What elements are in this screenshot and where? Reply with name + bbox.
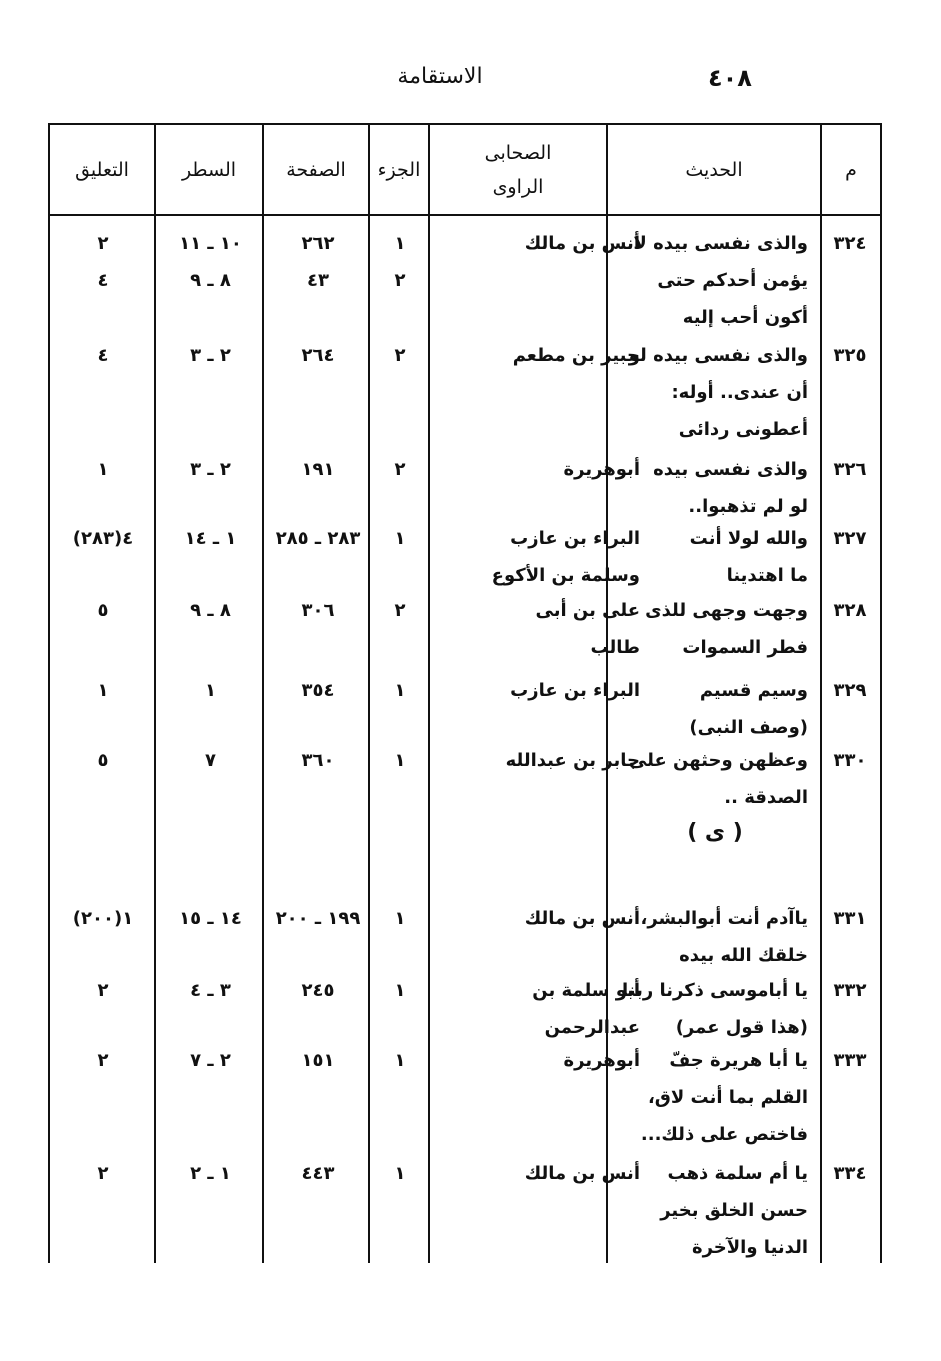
volume <box>372 900 428 937</box>
volume <box>372 672 428 709</box>
hadith-text-line: ياآدم أنت أبوالبشر، <box>640 908 808 929</box>
line-ref <box>158 592 263 629</box>
hadith-text <box>622 972 808 1046</box>
volume-line: ١ <box>394 1050 406 1071</box>
page-ref-line: ٢٨٣ ـ ٢٨٥ <box>275 528 361 549</box>
volume-line: ٢ <box>394 600 406 621</box>
page-ref-line: ٢٤٥ <box>301 980 335 1001</box>
row-number <box>822 1042 878 1079</box>
line-ref-line: ٢ ـ ٣ <box>190 459 231 480</box>
page-ref <box>266 900 370 937</box>
narrator-line: البراء بن عازب <box>510 680 640 701</box>
line-ref <box>158 972 263 1009</box>
header-num: م <box>845 158 857 181</box>
volume <box>372 451 428 488</box>
line-ref-line: ٨ ـ ٩ <box>190 600 231 621</box>
line-ref-line: ١٠ ـ ١١ <box>179 233 242 254</box>
page-ref <box>266 337 370 374</box>
commentary-ref <box>52 520 154 557</box>
commentary-ref-line: ٤ <box>97 270 109 291</box>
page-ref-line: ١٥١ <box>301 1050 335 1071</box>
header-rawi: الصحابى الراوى <box>484 141 552 198</box>
narrator-line: جابر بن عبدالله <box>505 750 640 771</box>
line-ref-line: ٧ <box>205 750 216 771</box>
volume <box>372 1042 428 1079</box>
narrator-line: أنس بن مالك <box>524 1163 640 1184</box>
narrator <box>495 742 640 779</box>
narrator-line: أنس بن مالك <box>524 908 640 929</box>
narrator <box>495 672 640 709</box>
hadith-text <box>640 1042 808 1153</box>
hadith-text-line: والذى نفسى بيده <box>653 459 808 480</box>
commentary-ref <box>52 672 154 709</box>
volume-line: ١ <box>394 680 406 701</box>
line-ref-line: ٨ ـ ٩ <box>190 270 231 291</box>
hadith-text-line: أكون أحب إليه <box>682 307 808 328</box>
commentary-ref <box>52 972 154 1009</box>
page-ref-line: ٣٠٦ <box>301 600 335 621</box>
page-ref-line: ٣٥٤ <box>301 680 335 701</box>
line-ref <box>158 225 263 299</box>
hadith-text-line: ما اهتدينا <box>726 565 808 586</box>
hadith-text <box>640 900 808 974</box>
hadith-text-line: الصدقة .. <box>724 787 808 808</box>
row-number <box>822 451 878 488</box>
hadith-text-line: وجهت وجهى للذى <box>645 600 808 621</box>
hadith-text-line: حسن الخلق بخير <box>660 1200 808 1221</box>
line-ref-line: ٢ ـ ٣ <box>190 345 231 366</box>
line-ref-line: ٢ ـ ٧ <box>190 1050 231 1071</box>
hadith-text-line: وسيم قسيم <box>699 680 808 701</box>
page-ref <box>266 520 370 557</box>
page-ref <box>266 972 370 1009</box>
narrator <box>495 1042 640 1079</box>
page-ref-line: ٢٦٤ <box>301 345 335 366</box>
page-ref-line: ٣٦٠ <box>301 750 335 771</box>
row-number-line: ٣٢٥ <box>833 345 867 366</box>
hadith-text-line: والذى نفسى بيده لو <box>628 345 808 366</box>
commentary-ref-line: ٤ <box>97 345 109 366</box>
volume <box>372 1155 428 1192</box>
row-number-line: ٣٣٣ <box>833 1050 867 1071</box>
hadith-text-line: يا أبا هريرة جفّ <box>669 1050 808 1071</box>
hadith-text <box>662 1155 808 1266</box>
volume <box>372 337 428 374</box>
page-ref-line: ٢٦٢ <box>301 233 335 254</box>
volume-line: ١ <box>394 980 406 1001</box>
page-ref <box>266 451 370 488</box>
volume <box>372 592 428 629</box>
volume-line: ١ <box>394 233 406 254</box>
page-ref <box>266 672 370 709</box>
line-ref-line: ١ ـ ٢ <box>190 1163 231 1184</box>
commentary-ref-line: ١ <box>97 680 109 701</box>
line-ref <box>158 1155 263 1192</box>
narrator-line: طالب <box>590 637 640 658</box>
hadith-text <box>662 672 808 746</box>
narrator-line: جبير بن مطعم <box>512 345 640 366</box>
row-number <box>822 225 878 262</box>
narrator-line: وسلمة بن الأكوع <box>491 565 640 586</box>
page-ref <box>266 1155 370 1192</box>
header-note: التعليق <box>75 158 129 181</box>
row-number <box>822 742 878 779</box>
header-rule <box>50 214 880 216</box>
volume-line: ٢ <box>394 270 406 291</box>
hadith-text-line: يا أباموسى ذكرنا ربنا <box>622 980 808 1001</box>
hadith-text-line: (هذا قول عمر) <box>675 1017 808 1038</box>
hadith-text-line: الدنيا والآخرة <box>691 1237 808 1258</box>
page-ref <box>266 225 370 299</box>
page-ref <box>266 1042 370 1079</box>
hadith-text <box>645 592 808 666</box>
narrator <box>495 1155 640 1192</box>
page-ref-line: ١٩١ <box>301 459 335 480</box>
narrator <box>495 337 640 374</box>
volume-line: ١ <box>394 528 406 549</box>
hadith-text-line: (وصف النبى) <box>689 717 808 738</box>
column-divider <box>154 125 156 1263</box>
commentary-ref-line: ٥ <box>97 600 109 621</box>
row-number-line: ٣٢٧ <box>833 528 867 549</box>
volume-line: ٢ <box>394 459 406 480</box>
hadith-text <box>653 451 808 525</box>
commentary-ref <box>52 592 154 629</box>
commentary-ref-line: ٥ <box>97 750 109 771</box>
hadith-text-line: القلم بما أنت لاق، <box>647 1087 808 1108</box>
line-ref <box>158 900 263 937</box>
commentary-ref-line: ٢ <box>97 980 109 1001</box>
hadith-text-line: فطر السموات <box>682 637 808 658</box>
header-juz: الجزء <box>377 158 421 181</box>
row-number <box>822 1155 878 1192</box>
header-line: السطر <box>181 158 237 181</box>
narrator-line: أبوهريرة <box>563 1050 640 1071</box>
hadith-text-line: أن عندى.. أوله: <box>671 382 808 403</box>
row-number <box>822 520 878 557</box>
narrator <box>491 520 640 594</box>
narrator-line: أبو سلمة بن <box>532 980 640 1001</box>
hadith-text <box>628 742 808 816</box>
page-ref <box>266 592 370 629</box>
commentary-ref <box>52 742 154 779</box>
line-ref-line: ١ <box>205 680 216 701</box>
commentary-ref <box>52 1155 154 1192</box>
commentary-ref-line: ١(٢٠٠) <box>72 908 134 929</box>
line-ref-line: ١٤ ـ ١٥ <box>179 908 242 929</box>
narrator-line: أنس بن مالك <box>524 233 640 254</box>
row-number <box>822 972 878 1009</box>
commentary-ref-line: ٢ <box>97 1050 109 1071</box>
page-ref-line: ٤٣ <box>307 270 329 291</box>
row-number-line: ٣٢٩ <box>833 680 867 701</box>
row-number <box>822 337 878 374</box>
volume-line: ١ <box>394 1163 406 1184</box>
hadith-text <box>633 225 808 336</box>
volume <box>372 742 428 779</box>
volume <box>372 225 428 299</box>
narrator <box>495 451 640 488</box>
row-number-line: ٣٢٤ <box>833 233 867 254</box>
page-ref-line: ١٩٩ ـ ٢٠٠ <box>275 908 361 929</box>
hadith-text-line: والله لولا أنت <box>689 528 808 549</box>
narrator <box>495 972 640 1046</box>
header-hadith: الحديث <box>685 158 743 181</box>
row-number-line: ٣٢٦ <box>833 459 867 480</box>
commentary-ref-line: ٤(٢٨٣) <box>72 528 134 549</box>
line-ref <box>158 1042 263 1079</box>
row-number-line: ٣٣٤ <box>833 1163 867 1184</box>
commentary-ref <box>52 1042 154 1079</box>
hadith-text-line: يؤمن أحدكم حتى <box>657 270 808 291</box>
narrator-line: عبدالرحمن <box>544 1017 640 1038</box>
commentary-ref <box>52 451 154 488</box>
row-number-line: ٣٣١ <box>833 908 867 929</box>
hadith-text-line: لو لم تذهبوا.. <box>688 496 808 517</box>
volume <box>372 972 428 1009</box>
volume-line: ٢ <box>394 345 406 366</box>
page-ref-line: ٤٤٣ <box>301 1163 335 1184</box>
line-ref-line: ١ ـ ١٤ <box>184 528 237 549</box>
hadith-text-line: وعظهن وحثهن على <box>628 750 808 771</box>
line-ref <box>158 672 263 709</box>
narrator-line: على بن أبى <box>535 600 640 621</box>
line-ref-line: ٣ ـ ٤ <box>190 980 231 1001</box>
row-number <box>822 672 878 709</box>
volume-line: ١ <box>394 750 406 771</box>
row-number <box>822 592 878 629</box>
row-number-line: ٣٣٢ <box>833 980 867 1001</box>
line-ref <box>158 337 263 374</box>
hadith-text <box>662 520 808 594</box>
line-ref <box>158 520 263 557</box>
narrator <box>495 225 640 262</box>
header-page: الصفحة <box>286 158 346 181</box>
hadith-text-line: أعطونى ردائى <box>678 419 808 440</box>
row-number-line: ٣٣٠ <box>833 750 867 771</box>
commentary-ref-line: ١ <box>97 459 109 480</box>
line-ref <box>158 742 263 779</box>
running-title: الاستقامة <box>397 64 483 89</box>
commentary-ref-line: ٢ <box>97 233 109 254</box>
volume <box>372 520 428 557</box>
commentary-ref <box>52 337 154 374</box>
row-number <box>822 900 878 937</box>
page-header <box>0 64 941 104</box>
page-ref <box>266 742 370 779</box>
narrator-line: البراء بن عازب <box>510 528 640 549</box>
hadith-text-line: يا أم سلمة ذهب <box>667 1163 808 1184</box>
hadith-text-line: والذى نفسى بيده لا <box>633 233 808 254</box>
hadith-index-table <box>48 123 882 1263</box>
commentary-ref <box>52 900 154 937</box>
narrator-line: أبوهريرة <box>563 459 640 480</box>
page-number: ٤٠٨ <box>708 64 752 92</box>
hadith-text <box>628 337 808 448</box>
commentary-ref <box>52 225 154 299</box>
line-ref <box>158 451 263 488</box>
hadith-text-line: خلقك الله بيده <box>679 945 808 966</box>
commentary-ref-line: ٢ <box>97 1163 109 1184</box>
hadith-text-line: فاختص على ذلك... <box>640 1124 808 1145</box>
section-letter: ( ى ) <box>687 820 743 845</box>
column-divider <box>428 125 430 1263</box>
row-number-line: ٣٢٨ <box>833 600 867 621</box>
volume-line: ١ <box>394 908 406 929</box>
narrator <box>495 592 640 666</box>
narrator <box>495 900 640 937</box>
